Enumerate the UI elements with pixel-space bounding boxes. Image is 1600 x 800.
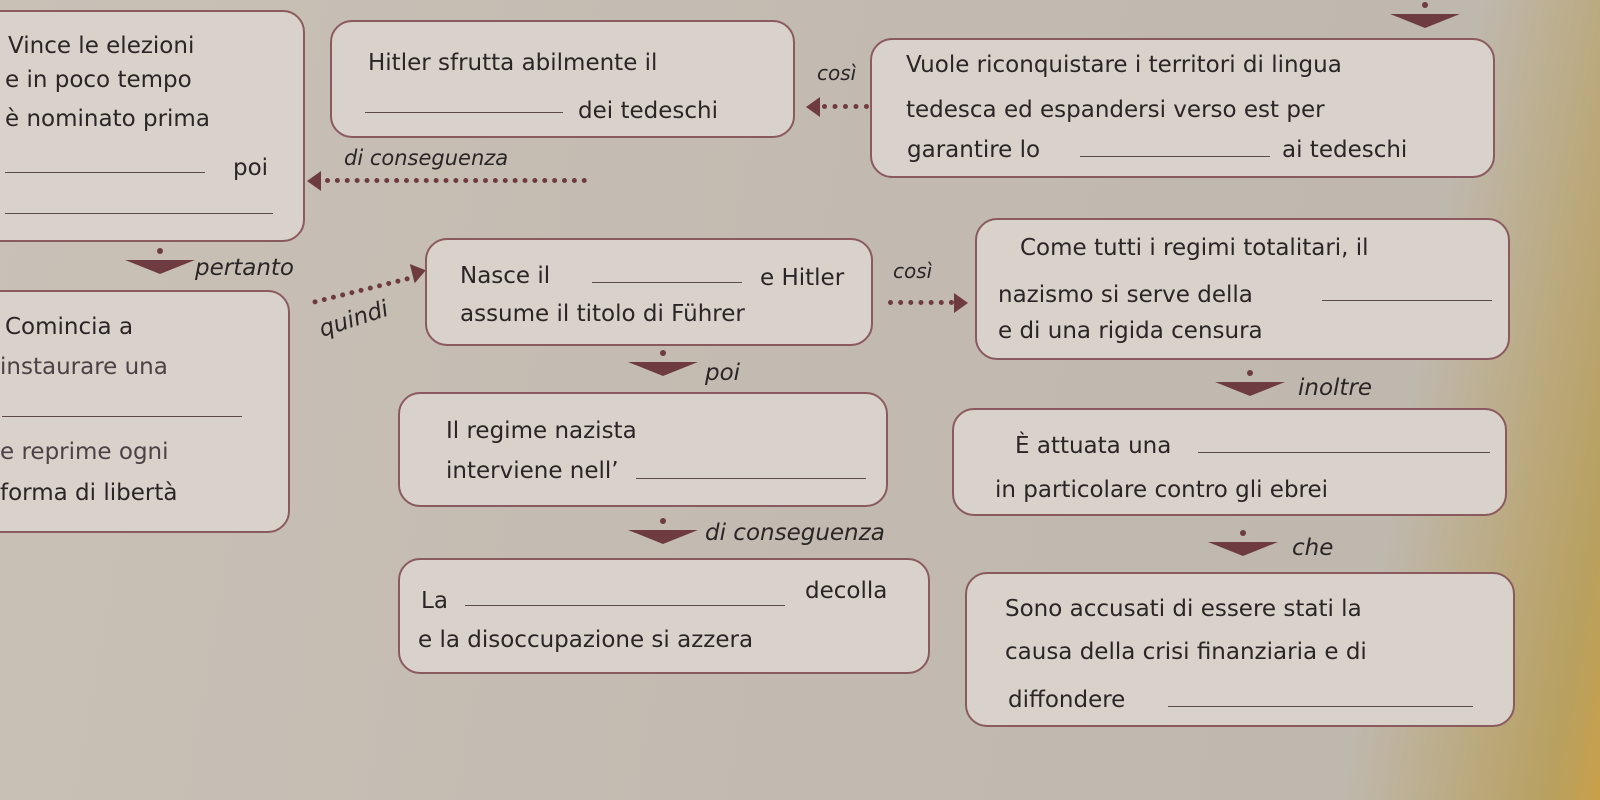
comincia-blank[interactable] <box>2 416 242 417</box>
arrow-left-icon <box>307 171 321 191</box>
regime-line2: interviene nell’ <box>446 458 619 484</box>
connector-di-conseguenza-mid: di conseguenza <box>705 520 885 546</box>
vuole-blank[interactable] <box>1080 156 1270 157</box>
come-line3: e di una rigida censura <box>998 318 1263 344</box>
sono-line1: Sono accusati di essere stati la <box>1005 596 1362 622</box>
vince-line2: e in poco tempo <box>5 67 192 93</box>
hitler-line1: Hitler sfrutta abilmente il <box>368 50 658 76</box>
down-arrow-icon <box>1215 370 1285 400</box>
vuole-line2: tedesca ed espandersi verso est per <box>906 97 1325 123</box>
vuole-line1: Vuole riconquistare i territori di lingua <box>906 52 1342 78</box>
down-arrow-icon <box>125 248 195 278</box>
connector-cosi-top: così <box>817 61 857 85</box>
arrow-left-icon <box>806 97 820 117</box>
vince-blank-2[interactable] <box>5 213 273 214</box>
comincia-line4: forma di libertà <box>0 480 178 506</box>
dotted-connector <box>312 276 410 305</box>
comincia-line1: Comincia a <box>5 314 134 340</box>
connector-che: che <box>1292 535 1334 561</box>
la-line2: e la disoccupazione si azzera <box>418 627 754 653</box>
connector-quindi: quindi <box>316 296 392 343</box>
la-blank[interactable] <box>465 605 785 606</box>
arrow-right-icon <box>954 293 968 313</box>
connector-di-conseguenza-top: di conseguenza <box>344 146 509 170</box>
come-line2: nazismo si serve della <box>998 282 1253 308</box>
attuata-blank[interactable] <box>1198 452 1490 453</box>
box-nasce <box>425 238 873 346</box>
come-blank[interactable] <box>1322 300 1492 301</box>
attuata-line2: in particolare contro gli ebrei <box>995 477 1329 503</box>
connector-inoltre: inoltre <box>1298 375 1373 401</box>
attuata-line1: È attuata una <box>1015 433 1172 459</box>
sono-line2: causa della crisi finanziaria e di <box>1005 639 1367 665</box>
down-arrow-icon <box>628 518 698 548</box>
hitler-blank[interactable] <box>365 112 563 113</box>
regime-blank[interactable] <box>636 478 866 479</box>
down-arrow-icon <box>1208 530 1278 560</box>
connector-cosi-mid: così <box>893 259 933 283</box>
connector-pertanto: pertanto <box>195 255 294 281</box>
down-arrow-icon <box>1390 2 1460 32</box>
vince-line4: poi <box>233 155 269 181</box>
vince-blank-1[interactable] <box>5 172 205 173</box>
nasce-line1a: Nasce il <box>460 263 551 289</box>
box-regime-nazista <box>398 392 888 507</box>
vince-line1: Vince le elezioni <box>8 33 195 59</box>
sono-blank[interactable] <box>1168 706 1473 707</box>
box-hitler-sfrutta <box>330 20 795 138</box>
nasce-blank[interactable] <box>592 282 742 283</box>
vuole-line3a: garantire lo <box>907 137 1041 163</box>
comincia-line2: instaurare una <box>0 354 168 380</box>
box-la-decolla <box>398 558 930 674</box>
connector-poi: poi <box>705 360 741 386</box>
comincia-line3: e reprime ogni <box>0 439 169 465</box>
la-line1b: decolla <box>805 578 888 604</box>
regime-line1: Il regime nazista <box>446 418 637 444</box>
vince-line3: è nominato prima <box>5 106 210 132</box>
sono-line3: diffondere <box>1008 687 1126 713</box>
vuole-line3b: ai tedeschi <box>1282 137 1408 163</box>
la-line1a: La <box>421 588 448 614</box>
hitler-line2: dei tedeschi <box>578 98 718 124</box>
down-arrow-icon <box>628 350 698 380</box>
dotted-connector <box>888 300 954 305</box>
nasce-line1b: e Hitler <box>760 265 845 291</box>
dotted-connector <box>325 178 587 183</box>
come-line1: Come tutti i regimi totalitari, il <box>1020 235 1369 261</box>
nasce-line2: assume il titolo di Führer <box>460 301 745 327</box>
